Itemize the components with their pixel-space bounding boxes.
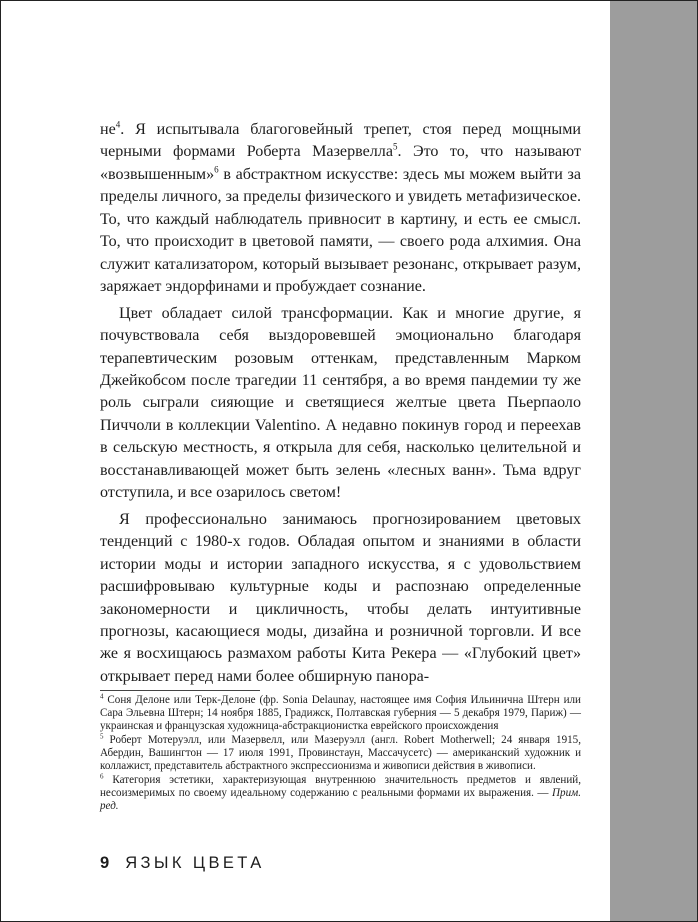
running-head: ЯЗЫК ЦВЕТА (125, 854, 265, 872)
footnote-number: 6 (100, 772, 104, 781)
footnote-number: 4 (100, 692, 104, 701)
footnote-ref: 4 (115, 119, 121, 130)
footnote-number: 5 (100, 732, 104, 741)
paragraph-2: Цвет обладает силой трансформации. Как и многие другие, я почувствовала себя выздоровевшей эмоционально благодаря терапевтическим розовым оттенкам, представленным Марком Джейкобсом после трагедии 11 сентября, а во время пандемии ту же роль сыграли сияющие и светящиеся желтые цвета Пьерпаоло Пиччоли в коллекции Valentino. А недавно покинув город и переехав в сельскую местность, я открыла для себя, насколько целительной и восстанавливающей может быть зелень «лесных ванн». Тьма вдруг отступила, и все озарилось светом! (100, 304, 581, 502)
paragraph-1: $не^4$. Я испытывала благоговейный трепет, стоя перед мощными черными формами Роберта Мазервелла$^5$. Это то, что называют «возвышенным»$^6$ в абстрактном искусстве: здесь мы можем выйти за пределы личного, за пределы физического и увидеть метафизическое. То, что каждый наблюдатель привносит в картину, и есть ее смысл. То, что происходит в цветовой памяти, — своего рода алхимия. Она служит катализатором, который вызывает резонанс, открывает разум, заряжает эндорфинами и пробуждает сознание. (100, 119, 581, 296)
page-edge-band (610, 1, 698, 922)
footnote-6: $^6$ Категория эстетики, характеризующая внутреннюю значительность предметов и явлений, несоизмеримых по своему идеальному содержанию с реальными формами их выражения. — Прим. ред. (100, 772, 581, 813)
folio (100, 854, 265, 873)
footnote-ref: 6 (214, 164, 219, 175)
paragraph-3: Я профессионально занимаюсь прогнозированием цветовых тенденций с 1980-х годов. Обладая опытом и знаниями в области истории моды и истории западного искусства, я с удовольствием расшифровываю культурные коды и распознаю определенные закономерности и цикличность, чтобы делать интуитивные прогнозы, касающиеся моды, дизайна и розничной торговли. И все же я восхищаюсь размахом работы Кита Рекера — «Глубокий цвет» открывает перед нами более обширную панора- (100, 510, 581, 685)
footnote-4: $^4$ Соня Делоне или Терк-Делоне (фр. Sonia Delaunay, настоящее имя София Ильинична Штерн или Сара Эльевна Штерн; 14 ноября 1885, Градижск, Полтавская губерния — 5 декабря 1979, Париж) — украинская и французская художница-абстракционистка еврейского происхождения (100, 692, 581, 733)
footnote-5: $^5$ Роберт Мотеруэлл, или Мазервелл, или Мазеруэлл (англ. Robert Motherwell; 24 января 1915, Абердин, Вашингтон — 17 июля 1991, Провинстаун, Массачусетс) — американский художник и коллажист, представитель абстрактного экспрессионизма и живописи действия в живописи. (100, 732, 581, 773)
footnote-ref: 5 (392, 142, 398, 153)
text-block (100, 119, 581, 814)
footnote-separator (100, 690, 260, 691)
editor-note: Прим. ред. (100, 787, 581, 813)
footnotes (100, 694, 581, 813)
page-number: 9 (100, 854, 110, 872)
